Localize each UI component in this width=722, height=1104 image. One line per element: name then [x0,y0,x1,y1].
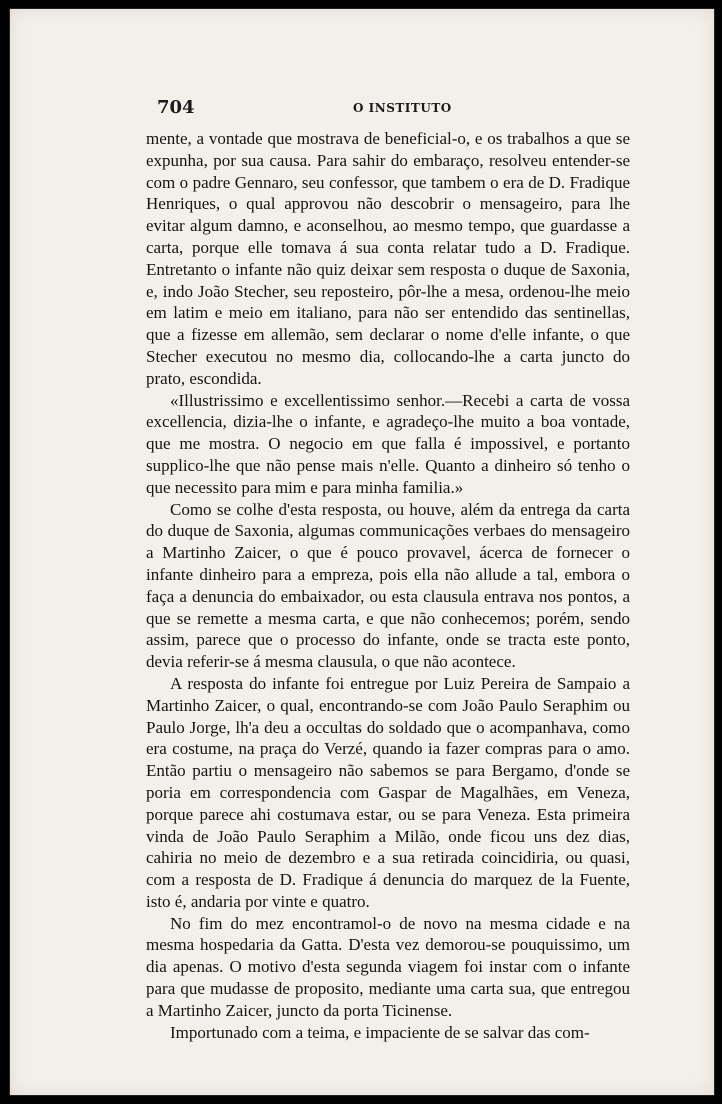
paragraph: A resposta do infante foi entregue por Luiz Pereira de Sampaio a Martinho Zaicer, o qual, encontrando-se com João Paulo Seraphim ou Paulo Jorge, lh'a deu a occultas do soldado que o acompanhava, como era costume, na praça do Verzé, quando ia fazer compras para o amo. Então partiu o mensageiro não sabemos se para Bergamo, d'onde se poria em correspondencia com Gaspar de Magalhães, em Veneza, porque parece ahi costumava estar, ou se para Veneza. Esta primeira vinda de João Paulo Seraphim a Milão, onde ficou uns dez dias, cahiria no meio de dezembro e a sua retirada coincidiria, ou quasi, com a resposta de D. Fradique á denuncia do marquez de la Fuente, isto é, andaria por vinte e quatro. [146,673,630,911]
page-number: 704 [157,97,195,118]
paragraph-quoted-letter: «Illustrissimo e excellentissimo senhor.—Recebi a carta de vossa excellencia, dizia-lhe o infante, e agradeço-lhe muito a boa vontade, que me mostra. O negocio em que falla é impossivel, e portanto supplico-lhe que não pense mais n'elle. Quanto a dinheiro só tenho o que necessito para mim e para minha familia.» [146,390,630,497]
page-header [157,97,633,121]
body-text [146,128,630,1043]
running-title: O INSTITUTO [353,101,452,115]
paragraph: Como se colhe d'esta resposta, ou houve, além da entrega da carta do duque de Saxonia, algumas communicações verbaes do mensageiro a Martinho Zaicer, o que é pouco provavel, ácerca de fornecer o infante dinheiro para a empreza, pois ella não allude a tal, embora o faça a denuncia do embaixador, ou esta clausula entrava nos pontos, a que se remette a mesma carta, e que não conhecemos; porém, sendo assim, parece que o processo do infante, onde se tracta este ponto, devia referir-se á mesma clausula, o que não acontece. [146,499,630,672]
paragraph: No fim do mez encontramol-o de novo na mesma cidade e na mesma hospedaria da Gatta. D'esta vez demorou-se pouquissimo, um dia apenas. O motivo d'esta segunda viagem foi instar com o infante para que mudasse de proposito, mediante uma carta sua, que entregou a Martinho Zaicer, juncto da porta Ticinense. [146,913,630,1020]
paragraph-last-line: Importunado com a teima, e impaciente de se salvar das com- [170,1022,590,1042]
paragraph-continuation: mente, a vontade que mostrava de beneficial-o, e os trabalhos a que se expunha, por sua causa. Para sahir do embaraço, resolveu entender-se com o padre Gennaro, seu confessor, que tambem o era de D. Fradique Henriques, o qual approvou não descobrir o mensageiro, para lhe evitar algum damno, e aconselhou, ao mesmo tempo, que guardasse a carta, porque elle tomava á sua conta relatar tudo a D. Fradique. Entretanto o infante não quiz deixar sem resposta o duque de Saxonia, e, indo João Stecher, seu reposteiro, pôr-lhe a mesa, ordenou-lhe meio em latim e meio em italiano, para não ser entendido das sentinellas, que a fizesse em allemão, sem declarar o nome d'elle infante, o que Stecher executou no mesmo dia, collocando-lhe a carta juncto do prato, escondida. [146,129,630,388]
